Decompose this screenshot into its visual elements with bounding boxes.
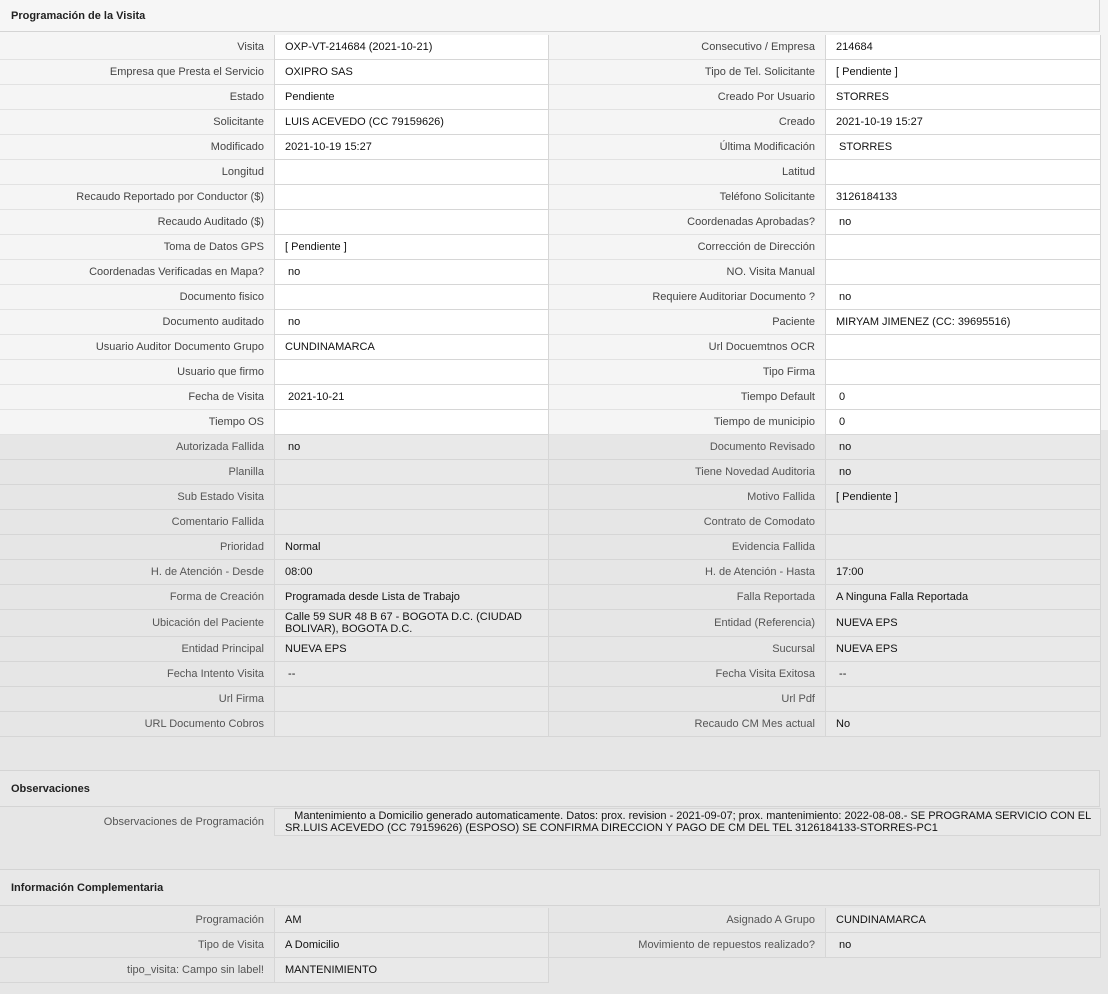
field-value: 17:00 [825,560,1101,585]
field-value: 2021-10-19 15:27 [825,110,1101,135]
field-label: Recaudo Auditado ($) [0,210,274,235]
field-value [274,285,549,310]
section-title-observaciones: Observaciones [0,770,1100,807]
field-value: 3126184133 [825,185,1101,210]
field-value [825,535,1101,560]
field-label: Longitud [0,160,274,185]
field-label: Observaciones de Programación [0,808,274,836]
field-value: no [825,435,1101,460]
field-value: 214684 [825,35,1101,60]
field-value: 0 [825,410,1101,435]
field-value [825,687,1101,712]
field-value: no [274,310,549,335]
field-value [274,185,549,210]
field-value: Normal [274,535,549,560]
field-value: [ Pendiente ] [825,485,1101,510]
field-label: Sucursal [549,637,825,662]
field-value: No [825,712,1101,737]
field-label: Sub Estado Visita [0,485,274,510]
field-label: NO. Visita Manual [549,260,825,285]
field-label: Estado [0,85,274,110]
field-label: Latitud [549,160,825,185]
field-value: CUNDINAMARCA [825,908,1101,933]
field-label: Toma de Datos GPS [0,235,274,260]
field-label: Tiene Novedad Auditoria [549,460,825,485]
field-label: Planilla [0,460,274,485]
field-label: Contrato de Comodato [549,510,825,535]
field-label: Corrección de Dirección [549,235,825,260]
field-label: Url Pdf [549,687,825,712]
field-value: NUEVA EPS [825,637,1101,662]
field-value [274,712,549,737]
field-label: Movimiento de repuestos realizado? [549,933,825,958]
field-value [274,687,549,712]
field-value: 2021-10-21 [274,385,549,410]
field-value: [ Pendiente ] [825,60,1101,85]
field-label: Url Docuemtnos OCR [549,335,825,360]
field-label: Ubicación del Paciente [0,610,274,637]
field-label: Documento Revisado [549,435,825,460]
field-label: Autorizada Fallida [0,435,274,460]
field-value: no [274,260,549,285]
field-label: Asignado A Grupo [549,908,825,933]
field-value [274,510,549,535]
field-label: Documento fisico [0,285,274,310]
field-value: OXIPRO SAS [274,60,549,85]
field-label: Fecha de Visita [0,385,274,410]
field-value [274,485,549,510]
field-value: no [825,460,1101,485]
field-label: Entidad Principal [0,637,274,662]
field-value [274,410,549,435]
field-value [825,160,1101,185]
field-value: no [825,933,1101,958]
field-label: Solicitante [0,110,274,135]
field-label: Tiempo OS [0,410,274,435]
field-value [274,460,549,485]
field-value: Calle 59 SUR 48 B 67 - BOGOTA D.C. (CIUDAD BOLIVAR), BOGOTA D.C. [274,610,549,637]
section-title-programacion: Programación de la Visita [0,0,1100,32]
field-label: Coordenadas Aprobadas? [549,210,825,235]
field-value: A Domicilio [274,933,549,958]
field-label: Coordenadas Verificadas en Mapa? [0,260,274,285]
field-value [274,360,549,385]
field-value: [ Pendiente ] [274,235,549,260]
field-label: Falla Reportada [549,585,825,610]
field-label: Recaudo Reportado por Conductor ($) [0,185,274,210]
field-label: Comentario Fallida [0,510,274,535]
field-value [825,235,1101,260]
field-value: no [825,285,1101,310]
field-value: A Ninguna Falla Reportada [825,585,1101,610]
field-value: Pendiente [274,85,549,110]
field-label: Tiempo Default [549,385,825,410]
field-value: 08:00 [274,560,549,585]
field-label: Usuario Auditor Documento Grupo [0,335,274,360]
field-label: Visita [0,35,274,60]
field-value: AM [274,908,549,933]
field-label: Url Firma [0,687,274,712]
field-value: 0 [825,385,1101,410]
field-label: Fecha Intento Visita [0,662,274,687]
field-label: Paciente [549,310,825,335]
field-value [825,510,1101,535]
field-value: MIRYAM JIMENEZ (CC: 39695516) [825,310,1101,335]
field-label: H. de Atención - Hasta [549,560,825,585]
field-label: Prioridad [0,535,274,560]
field-label: Motivo Fallida [549,485,825,510]
field-label: Consecutivo / Empresa [549,35,825,60]
field-value: no [274,435,549,460]
field-value: OXP-VT-214684 (2021-10-21) [274,35,549,60]
field-label: Evidencia Fallida [549,535,825,560]
field-value [825,335,1101,360]
field-value: CUNDINAMARCA [274,335,549,360]
field-label: Última Modificación [549,135,825,160]
field-value: Mantenimiento a Domicilio generado automaticamente. Datos: prox. revision - 2021-09-07; prox. mantenimiento: 2022-08-08.- SE PROGRAMA SERVICIO CON EL SR.LUIS ACEVEDO (CC 79159626) (ESPOSO) SE CONFIRMA DIRECCION Y PAGO DE CM DEL TEL 3126184133-STORRES-PC1 [274,808,1101,836]
field-label: Empresa que Presta el Servicio [0,60,274,85]
field-value: LUIS ACEVEDO (CC 79159626) [274,110,549,135]
field-value: MANTENIMIENTO [274,958,549,983]
field-label: Modificado [0,135,274,160]
field-value [274,160,549,185]
field-label: Programación [0,908,274,933]
field-label: Forma de Creación [0,585,274,610]
field-label: Creado Por Usuario [549,85,825,110]
field-value: 2021-10-19 15:27 [274,135,549,160]
field-label: Requiere Auditoriar Documento ? [549,285,825,310]
field-label: Creado [549,110,825,135]
field-label: Entidad (Referencia) [549,610,825,637]
observaciones-row [0,808,1101,836]
field-value: no [825,210,1101,235]
field-label: Recaudo CM Mes actual [549,712,825,737]
field-value [825,360,1101,385]
field-value: Programada desde Lista de Trabajo [274,585,549,610]
section-title-informacion: Información Complementaria [0,869,1100,906]
field-value: STORRES [825,85,1101,110]
field-label: Tipo de Tel. Solicitante [549,60,825,85]
field-value [274,210,549,235]
field-label: Usuario que firmo [0,360,274,385]
field-label: URL Documento Cobros [0,712,274,737]
field-value: NUEVA EPS [825,610,1101,637]
field-label: Tipo Firma [549,360,825,385]
field-value [825,260,1101,285]
field-value: -- [825,662,1101,687]
field-label: H. de Atención - Desde [0,560,274,585]
field-label: Tipo de Visita [0,933,274,958]
field-label: Documento auditado [0,310,274,335]
field-label: Tiempo de municipio [549,410,825,435]
field-label: Teléfono Solicitante [549,185,825,210]
field-label: tipo_visita: Campo sin label! [0,958,274,983]
field-value: NUEVA EPS [274,637,549,662]
field-label: Fecha Visita Exitosa [549,662,825,687]
field-value: STORRES [825,135,1101,160]
field-value: -- [274,662,549,687]
